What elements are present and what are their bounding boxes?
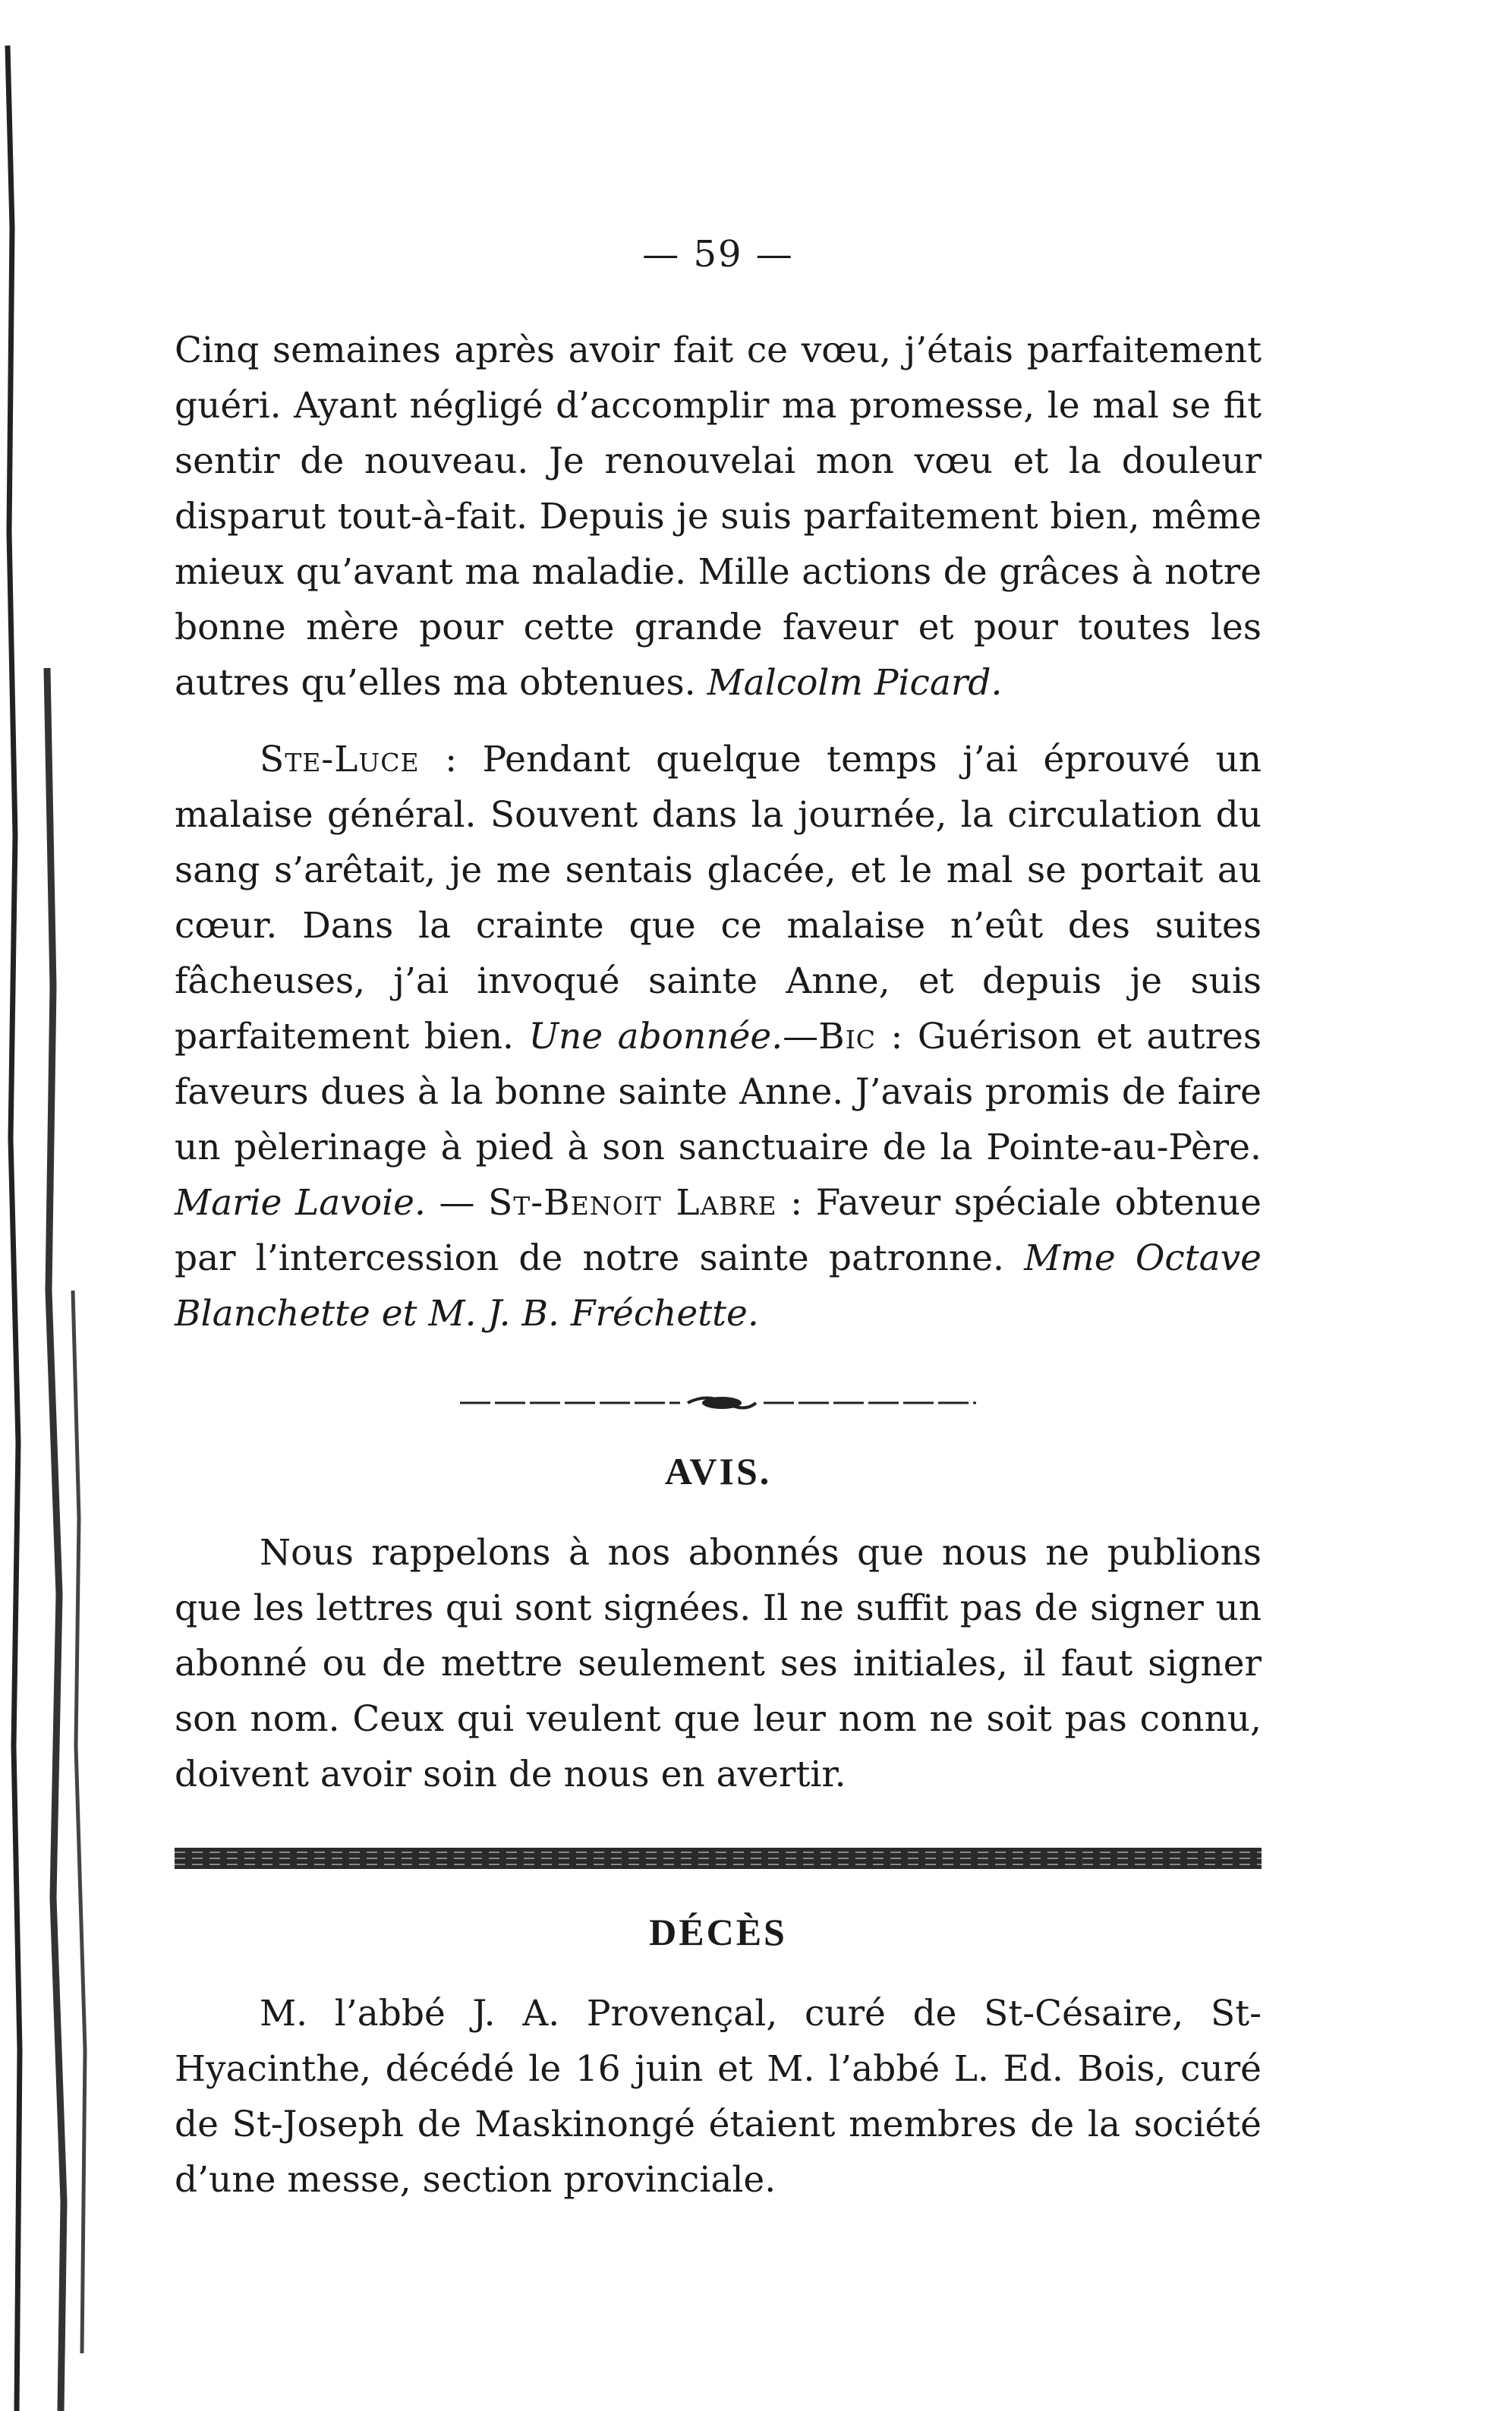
letter-paragraph-1	[175, 323, 1262, 711]
ornament-divider	[460, 1391, 976, 1414]
avis-heading: AVIS.	[664, 1450, 772, 1492]
page-number: — 59 —	[642, 233, 794, 276]
place-name: St-Benoit Labre	[488, 1182, 777, 1224]
signature: Mme Octave Blanchette et M. J. B. Fréchette.	[175, 1237, 1262, 1335]
deces-heading: DÉCÈS	[649, 1911, 787, 1953]
place-name: Bic	[818, 1016, 876, 1057]
letter-paragraph-2	[175, 732, 1262, 1341]
separator-dash: —	[783, 1016, 819, 1057]
letter-text: : Pendant quelque temps j’ai éprouvé un malaise général. Souvent dans la journée, la circulation du sang s’arêtait, je me sentais glacée, et le mal se portait au cœur. Dans la crainte que ce malaise n’eût des suites fâcheuses, j’ai invoqué sainte Anne, et depuis je suis parfaitement bien.	[175, 739, 1262, 1057]
signature: Une abonnée.	[528, 1016, 783, 1057]
binding-edge-shadow	[0, 0, 114, 2411]
place-name: Ste-Luce	[260, 739, 420, 780]
decorative-rule-band	[175, 1842, 1262, 1875]
letter-text: : Guérison et autres faveurs dues à la bonne sainte Anne. J’avais promis de faire un pèlerinage à pied à son sanctuaire de la Pointe-au-Père.	[175, 1016, 1262, 1168]
separator-dash: —	[425, 1182, 489, 1224]
letter-text: : Faveur spéciale obtenue par l’intercession de notre sainte patronne.	[175, 1182, 1262, 1279]
avis-paragraph: Nous rappelons à nos abonnés que nous ne publions que les lettres qui sont signées. Il ne suffit pas de signer un abonné ou de mettre seulement ses initiales, il faut signer son nom. Ceux qui veulent que leur nom ne soit pas connu, doivent avoir soin de nous en avertir.	[175, 1532, 1262, 1795]
deces-paragraph: M. l’abbé J. A. Provençal, curé de St-Césaire, St-Hyacinthe, décédé le 16 juin et M. l’abbé L. Ed. Bois, curé de St-Joseph de Maskinongé étaient membres de la société d’une messe, section provinciale.	[175, 1993, 1262, 2201]
signature: Malcolm Picard.	[707, 662, 1003, 704]
letter-text: Cinq semaines après avoir fait ce vœu, j’étais parfaitement guéri. Ayant négligé d’accomplir ma promesse, le mal se fit sentir de nouveau. Je renouvelai mon vœu et la douleur disparut tout-à-fait. Depuis je suis parfaitement bien, même mieux qu’avant ma maladie. Mille actions de grâces à notre bonne mère pour cette grande faveur et pour toutes les autres qu’elles ma obtenues.	[175, 329, 1262, 704]
text-column	[175, 220, 1262, 2208]
signature: Marie Lavoie.	[175, 1182, 426, 1224]
